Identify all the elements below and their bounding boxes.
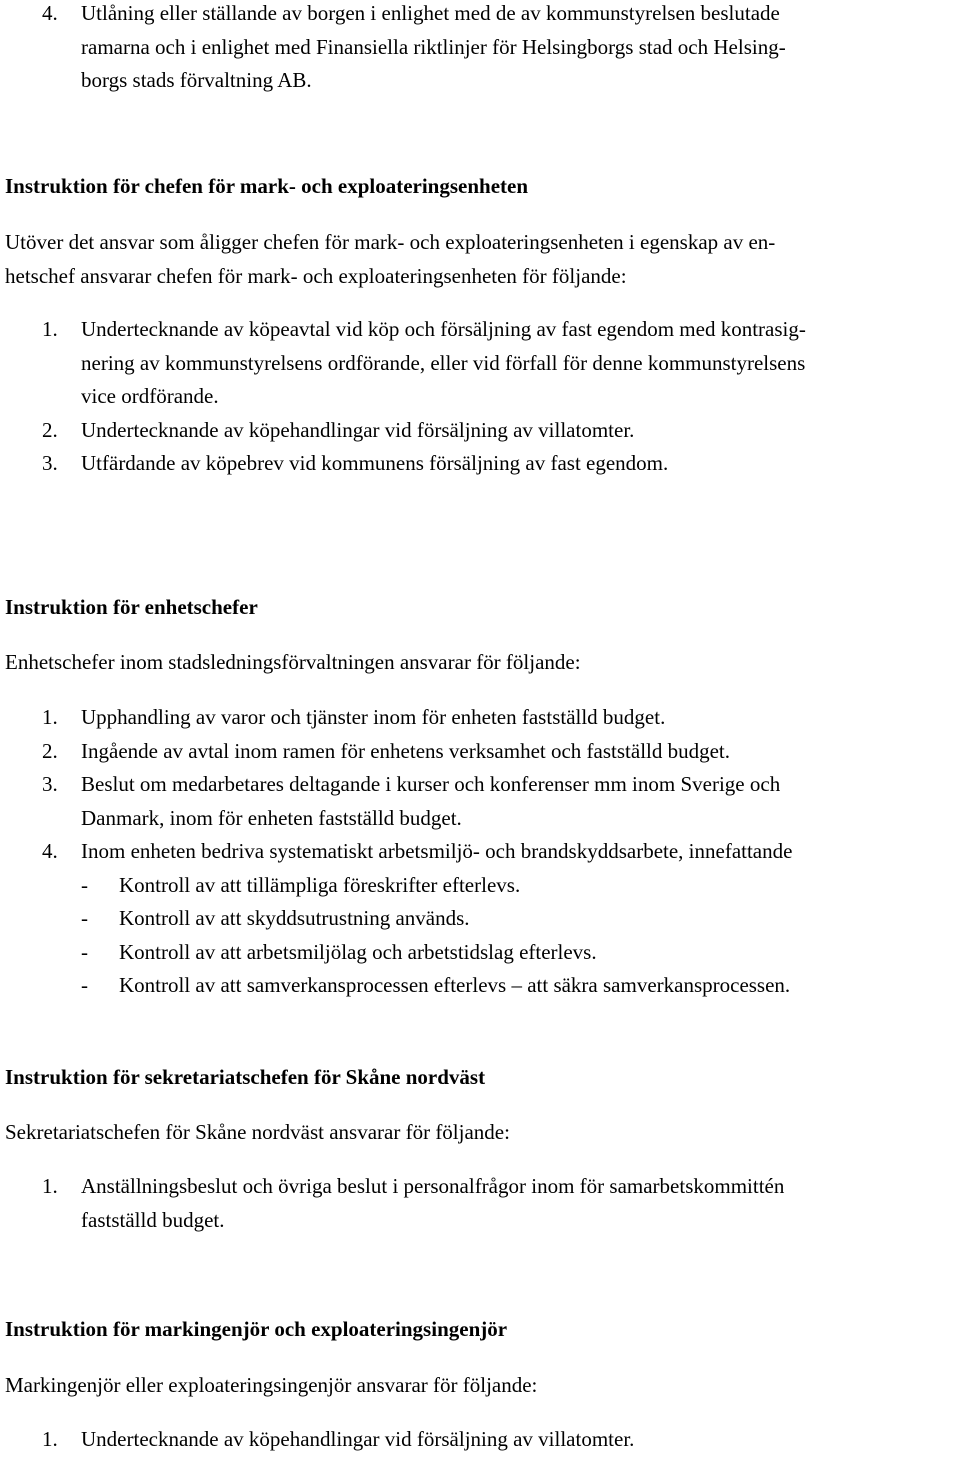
list-item-line: Inom enheten bedriva systematiskt arbetsmiljö- och brandskyddsarbete, innefattande <box>81 839 793 863</box>
dash-list-line: Kontroll av att tillämpliga föreskrifter efterlevs. <box>119 872 521 897</box>
list-number: 3. <box>42 772 58 796</box>
dash-list-item <box>5 869 960 903</box>
intro-list <box>5 0 960 98</box>
list-number: 4. <box>42 839 58 863</box>
list-number: 4. <box>42 1 58 25</box>
list-item <box>5 414 960 448</box>
list-item <box>5 768 960 835</box>
list-item <box>5 835 960 869</box>
list-number: 1. <box>42 1174 58 1198</box>
list-item-line: Undertecknande av köpehandlingar vid försäljning av villatomter. <box>81 417 635 442</box>
list-item-line: Utlåning eller ställande av borgen i enlighet med de av kommunstyrelsen beslutade <box>81 1 780 25</box>
list-item <box>5 447 960 481</box>
list-item-line: vice ordförande. <box>81 384 219 408</box>
dash-marker: - <box>81 973 88 997</box>
list-item-line: borgs stads förvaltning AB. <box>81 68 312 92</box>
section-heading-mark-exploatering: Instruktion för chefen för mark- och exploateringsenheten <box>5 174 529 198</box>
dash-list-line: Kontroll av att samverkansprocessen efterlevs – att säkra samverkansprocessen. <box>119 973 791 997</box>
section-intro: Enhetschefer inom stadsledningsförvaltningen ansvarar för följande: <box>5 650 581 674</box>
intro-line: hetschef ansvarar chefen för mark- och exploateringsenheten för följande: <box>5 263 627 288</box>
list-item-line: Ingående av avtal inom ramen för enhetens verksamhet och fastställd budget. <box>81 738 731 763</box>
list-number: 2. <box>42 738 58 763</box>
list-item-line: Danmark, inom för enheten fastställd budget. <box>81 805 462 830</box>
list-item-line: Anställningsbeslut och övriga beslut i personalfrågor inom för samarbetskommittén <box>81 1174 785 1198</box>
list-number: 1. <box>42 705 58 729</box>
list-number: 1. <box>42 317 58 341</box>
list-item-line: Undertecknande av köpeavtal vid köp och försäljning av fast egendom med kontrasig- <box>81 317 806 341</box>
dash-list-item <box>5 969 960 1003</box>
list-item <box>5 0 960 98</box>
list-item <box>5 701 960 735</box>
section-heading-markingenjor: Instruktion för markingenjör och exploateringsingenjör <box>5 1317 508 1341</box>
list-item <box>5 1423 960 1457</box>
list-item-line: ramarna och i enlighet med Finansiella riktlinjer för Helsingborgs stad och Helsing- <box>81 34 786 59</box>
list-item-line: Undertecknande av köpehandlingar vid försäljning av villatomter. <box>81 1427 635 1451</box>
list-item-line: Beslut om medarbetares deltagande i kurser och konferenser mm inom Sverige och <box>81 772 781 796</box>
dash-list-line: Kontroll av att arbetsmiljölag och arbetstidslag efterlevs. <box>119 939 597 964</box>
list-number: 2. <box>42 417 58 442</box>
list-item <box>5 735 960 769</box>
dash-list-line: Kontroll av att skyddsutrustning används. <box>119 906 470 930</box>
section-heading-enhetschefer: Instruktion för enhetschefer <box>5 595 258 619</box>
section2-list <box>5 701 960 1003</box>
section4-list <box>5 1423 960 1457</box>
dash-marker: - <box>81 939 88 964</box>
intro-line: Utöver det ansvar som åligger chefen för mark- och exploateringsenheten i egenskap av en- <box>5 230 776 254</box>
section-heading-sekretariatschef: Instruktion för sekretariatschefen för Skåne nordväst <box>5 1065 486 1089</box>
list-item-line: nering av kommunstyrelsens ordförande, eller vid förfall för denne kommunstyrelsens <box>81 350 806 375</box>
list-number: 3. <box>42 451 58 475</box>
section-intro <box>5 226 960 293</box>
list-item <box>5 313 960 414</box>
list-item-line: Upphandling av varor och tjänster inom för enheten fastställd budget. <box>81 705 666 729</box>
dash-list-item <box>5 936 960 970</box>
list-number: 1. <box>42 1427 58 1451</box>
section1-list <box>5 313 960 481</box>
section-intro: Sekretariatschefen för Skåne nordväst ansvarar för följande: <box>5 1120 510 1144</box>
dash-marker: - <box>81 906 88 930</box>
dash-marker: - <box>81 872 88 897</box>
section3-list <box>5 1170 960 1237</box>
list-item-line: Utfärdande av köpebrev vid kommunens försäljning av fast egendom. <box>81 451 669 475</box>
section-intro: Markingenjör eller exploateringsingenjör ansvarar för följande: <box>5 1373 538 1397</box>
list-item-line: fastställd budget. <box>81 1207 225 1232</box>
list-item <box>5 1170 960 1237</box>
dash-list-item <box>5 902 960 936</box>
